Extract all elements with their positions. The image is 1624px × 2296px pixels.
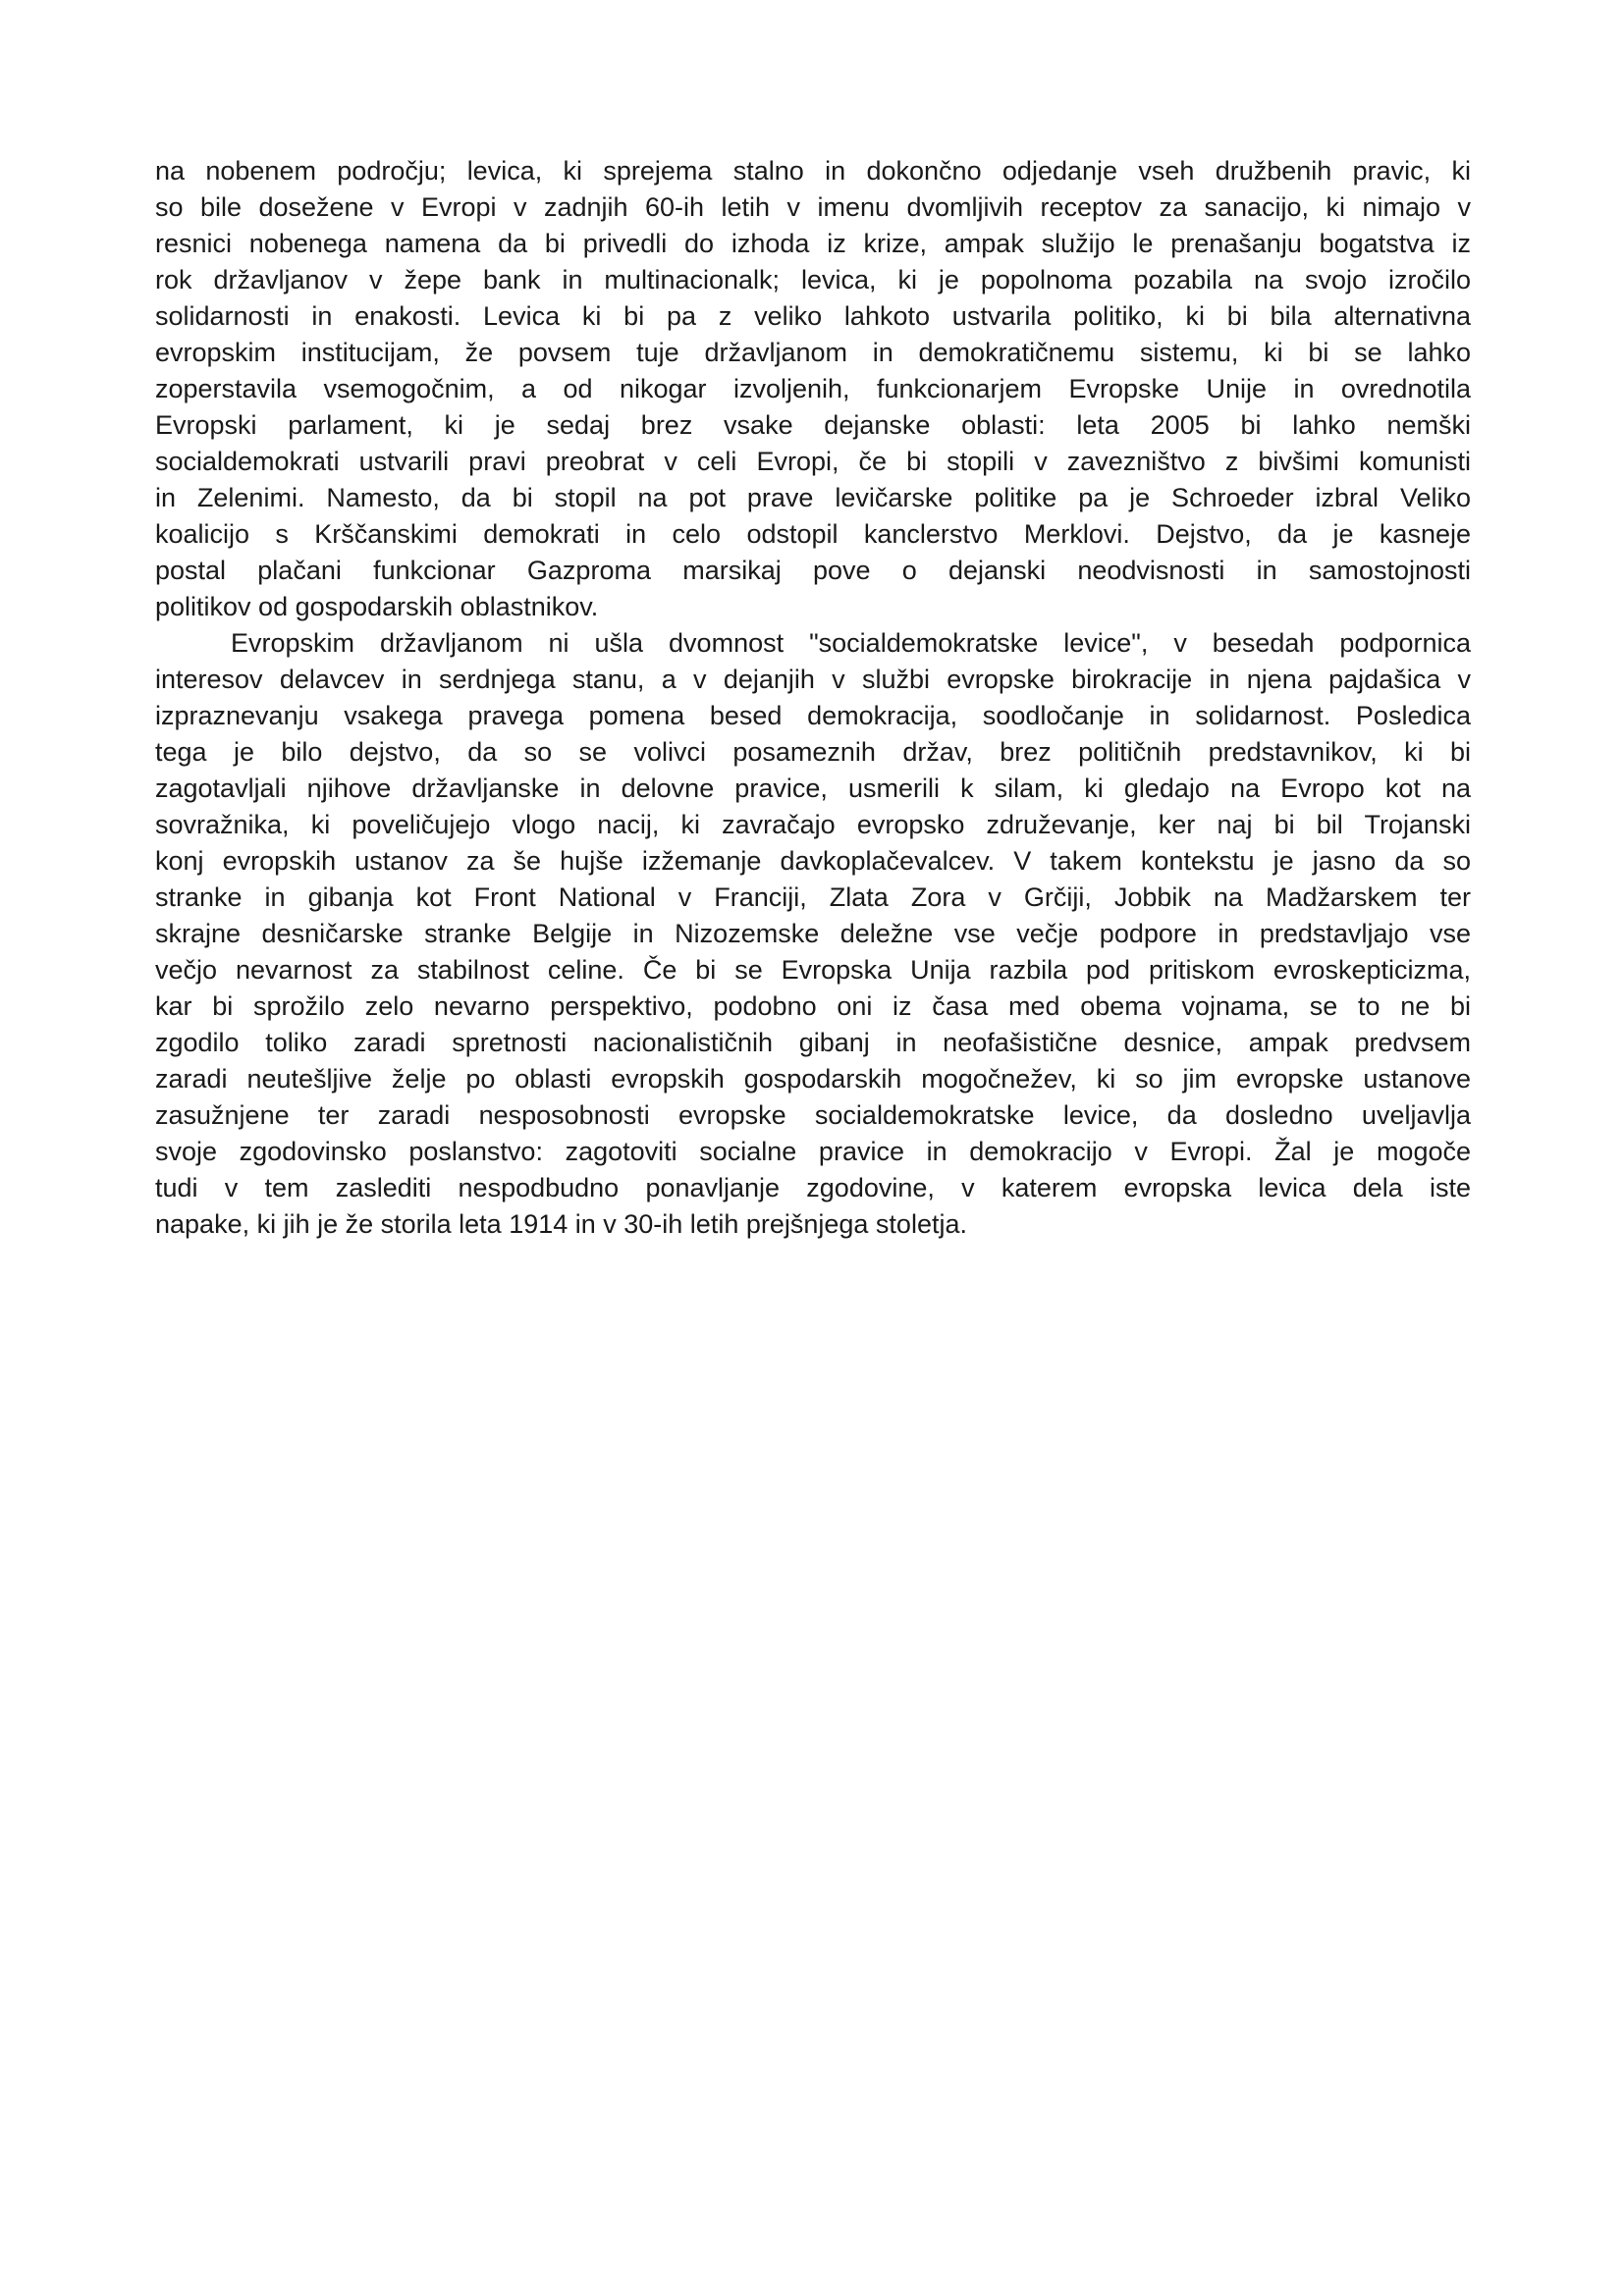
- text-line: in Zelenimi. Namesto, da bi stopil na pot prave levičarske politike pa je Schroeder izbral Veliko: [155, 483, 1471, 512]
- text-line: na nobenem področju; levica, ki sprejema stalno in dokončno odjedanje vseh družbenih pravic, ki: [155, 156, 1471, 186]
- text-line: napake, ki jih je že storila leta 1914 in v 30-ih letih prejšnjega stoletja.: [155, 1209, 967, 1239]
- text-line: interesov delavcev in serdnjega stanu, a v dejanjih v službi evropske birokracije in njena pajdašica v: [155, 665, 1471, 694]
- text-line: zoperstavila vsemogočnim, a od nikogar izvoljenih, funkcionarjem Evropske Unije in ovrednotila: [155, 374, 1471, 403]
- text-line: zgodilo toliko zaradi spretnosti nacionalističnih gibanj in neofašistične desnice, ampak predvsem: [155, 1028, 1471, 1057]
- text-line: Evropski parlament, ki je sedaj brez vsake dejanske oblasti: leta 2005 bi lahko nemški: [155, 410, 1471, 440]
- text-line: tega je bilo dejstvo, da so se volivci posameznih držav, brez političnih predstavnikov, ki bi: [155, 737, 1471, 767]
- text-line: skrajne desničarske stranke Belgije in Nizozemske deležne vse večje podpore in predstavljajo vse: [155, 919, 1471, 948]
- text-line: so bile dosežene v Evropi v zadnjih 60-ih letih v imenu dvomljivih receptov za sanacijo, ki nimajo v: [155, 192, 1471, 222]
- text-line: solidarnosti in enakosti. Levica ki bi pa z veliko lahkoto ustvarila politiko, ki bi bila alternativna: [155, 301, 1471, 331]
- text-line: Evropskim državljanom ni ušla dvomnost "socialdemokratske levice", v besedah podpornica: [231, 628, 1471, 658]
- text-line: koalicijo s Krščanskimi demokrati in celo odstopil kanclerstvo Merklovi. Dejstvo, da je kasneje: [155, 519, 1471, 549]
- text-line: konj evropskih ustanov za še hujše izžemanje davkoplačevalcev. V takem kontekstu je jasno da so: [155, 846, 1471, 876]
- text-line: rok državljanov v žepe bank in multinacionalk; levica, ki je popolnoma pozabila na svojo izročilo: [155, 265, 1471, 294]
- text-line: socialdemokrati ustvarili pravi preobrat v celi Evropi, če bi stopili v zavezništvo z bivšimi komunisti: [155, 447, 1471, 476]
- text-line: evropskim institucijam, že povsem tuje državljanom in demokratičnemu sistemu, ki bi se lahko: [155, 338, 1471, 367]
- text-line: politikov od gospodarskih oblastnikov.: [155, 592, 599, 621]
- text-line: zagotavljali njihove državljanske in delovne pravice, usmerili k silam, ki gledajo na Evropo kot na: [155, 774, 1471, 803]
- text-line: izpraznevanju vsakega pravega pomena besed demokracija, soodločanje in solidarnost. Posledica: [155, 701, 1471, 730]
- text-line: sovražnika, ki poveličujejo vlogo nacij, ki zavračajo evropsko združevanje, ker naj bi bil Trojanski: [155, 810, 1471, 839]
- text-line: kar bi sprožilo zelo nevarno perspektivo, podobno oni iz časa med obema vojnama, se to ne bi: [155, 991, 1471, 1021]
- body-text: [155, 153, 1471, 1243]
- text-line: tudi v tem zaslediti nespodbudno ponavljanje zgodovine, v katerem evropska levica dela iste: [155, 1173, 1471, 1202]
- paragraph-1: [155, 153, 1471, 625]
- text-line: svoje zgodovinsko poslanstvo: zagotoviti socialne pravice in demokracijo v Evropi. Žal je mogoče: [155, 1137, 1471, 1166]
- text-line: stranke in gibanja kot Front National v Franciji, Zlata Zora v Grčiji, Jobbik na Madžarskem ter: [155, 882, 1471, 912]
- text-line: resnici nobenega namena da bi privedli do izhoda iz krize, ampak služijo le prenašanju bogatstva iz: [155, 229, 1471, 258]
- paragraph-2: [155, 625, 1471, 1243]
- text-line: večjo nevarnost za stabilnost celine. Če bi se Evropska Unija razbila pod pritiskom evroskepticizma,: [155, 955, 1471, 985]
- text-line: zaradi neutešljive želje po oblasti evropskih gospodarskih mogočnežev, ki so jim evropske ustanove: [155, 1064, 1471, 1094]
- text-line: zasužnjene ter zaradi nesposobnosti evropske socialdemokratske levice, da dosledno uveljavlja: [155, 1100, 1471, 1130]
- text-line: postal plačani funkcionar Gazproma marsikaj pove o dejanski neodvisnosti in samostojnosti: [155, 556, 1471, 585]
